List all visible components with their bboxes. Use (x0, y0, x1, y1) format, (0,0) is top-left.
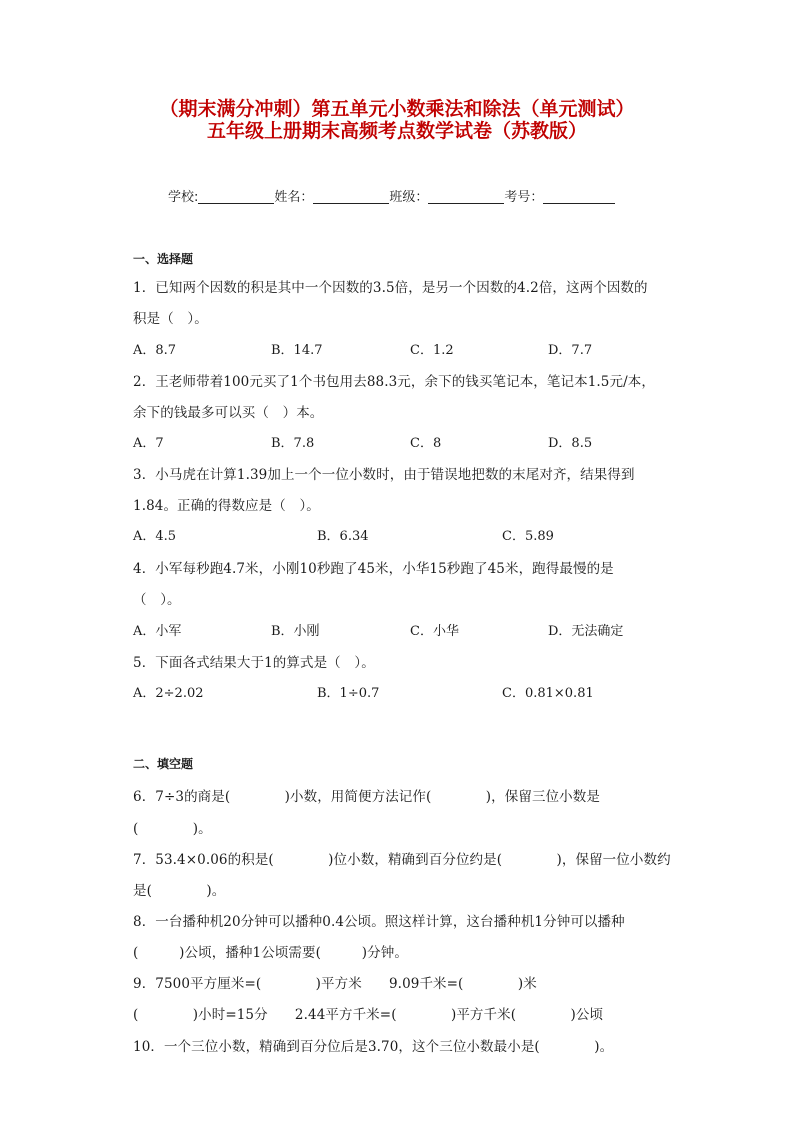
question-4-option-a: A．小军 (133, 624, 182, 639)
student-info-row (168, 186, 615, 205)
school-label: 学校: (168, 190, 199, 205)
question-2-option-b: B．7.8 (271, 436, 315, 451)
question-4-option-d: D．无法确定 (548, 624, 624, 639)
question-7-line2: 是( )。 (133, 883, 226, 899)
number-label: 考号： (504, 190, 544, 205)
question-3-option-a: A．4.5 (133, 529, 177, 544)
question-2-option-d: D．8.5 (548, 436, 593, 451)
question-3-option-c: C．5.89 (502, 529, 554, 544)
number-blank (543, 189, 615, 204)
question-2-option-a: A．7 (133, 436, 164, 451)
question-5-option-a: A．2÷2.02 (133, 686, 204, 701)
question-1-line1: 1．已知两个因数的积是其中一个因数的3.5倍，是另一个因数的4.2倍，这两个因数的 (133, 280, 648, 296)
exam-title-line2: 五年级上册期末高频考点数学试卷（苏教版） (206, 120, 587, 142)
section-choice-heading: 一、选择题 (133, 252, 194, 266)
question-2-option-c: C．8 (410, 436, 442, 451)
name-blank (313, 189, 389, 204)
question-4-line2: （ ）。 (133, 592, 181, 608)
question-1-line2: 积是（ ）。 (133, 311, 208, 327)
question-10-line1: 10．一个三位小数，精确到百分位后是3.70，这个三位小数最小是( )。 (133, 1039, 614, 1055)
exam-title-line1: （期末满分冲刺）第五单元小数乘法和除法（单元测试） (159, 98, 635, 120)
question-9-line2: ( )小时=15分 2.44平方千米=( )平方千米( )公顷 (133, 1007, 604, 1023)
question-5-line1: 5．下面各式结果大于1的算式是（ ）。 (133, 655, 375, 671)
question-2-line2: 余下的钱最多可以买（ ）本。 (133, 405, 324, 421)
question-5-option-b: B．1÷0.7 (317, 686, 380, 701)
question-1-option-b: B．14.7 (271, 343, 323, 358)
question-3-line1: 3．小马虎在计算1.39加上一个一位小数时，由于错误地把数的末尾对齐，结果得到 (133, 467, 635, 483)
question-1-option-c: C．1.2 (410, 343, 454, 358)
name-label: 姓名： (274, 190, 314, 205)
question-9-line1: 9．7500平方厘米=( )平方米 9.09千米=( )米 (133, 976, 537, 992)
question-6-line1: 6．7÷3的商是( )小数，用简便方法记作( )，保留三位小数是 (133, 789, 600, 805)
class-label: 班级： (389, 190, 429, 205)
question-7-line1: 7．53.4×0.06的积是( )位小数，精确到百分位约是( )，保留一位小数约 (133, 852, 671, 868)
class-blank (428, 189, 504, 204)
question-2-line1: 2．王老师带着100元买了1个书包用去88.3元，余下的钱买笔记本，笔记本1.5元/本， (133, 374, 655, 390)
question-4-option-c: C．小华 (410, 624, 459, 639)
question-6-line2: ( )。 (133, 821, 212, 837)
question-1-option-a: A．8.7 (133, 343, 177, 358)
question-8-line1: 8．一台播种机20分钟可以播种0.4公顷。照这样计算，这台播种机1分钟可以播种 (133, 914, 625, 930)
question-5-option-c: C．0.81×0.81 (502, 686, 594, 701)
question-8-line2: ( )公顷，播种1公顷需要( )分钟。 (133, 945, 408, 961)
question-4-line1: 4．小军每秒跑4.7米，小刚10秒跑了45米，小华15秒跑了45米，跑得最慢的是 (133, 561, 614, 577)
question-3-line2: 1.84。正确的得数应是（ ）。 (133, 498, 320, 514)
question-1-option-d: D．7.7 (548, 343, 593, 358)
question-3-option-b: B．6.34 (317, 529, 369, 544)
section-fill-heading: 二、填空题 (133, 757, 194, 771)
school-blank (198, 189, 274, 204)
question-4-option-b: B．小刚 (271, 624, 320, 639)
